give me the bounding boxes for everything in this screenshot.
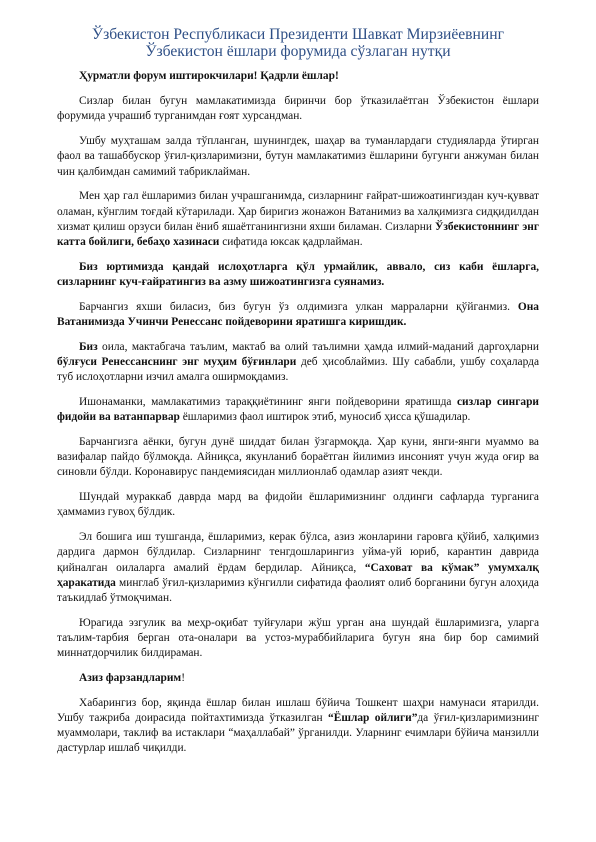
paragraph-8: Барчангизга аёнки, бугун дунё шиддат билан ўзгармоқда. Ҳар куни, янги-янги муаммо ва вазифалар пайдо бўлмоқда. Айниқса, якунланиб бораётган йилимиз инсоният учун жуда оғир ва синовли бўлди. Коронавирус пандемиясидан миллионлаб одамлар азият чекди. xyxy=(57,436,539,479)
paragraph-6-bold-a: Биз xyxy=(79,340,98,353)
paragraph-5-text-a: Барчангиз яхши биласиз, биз бугун ўз олдимизга улкан марраларни қўйганмиз. xyxy=(79,300,518,313)
paragraph-5 xyxy=(57,300,539,330)
paragraph-6-text-b: оила, мактабгача таълим, мактаб ва олий таълимни ҳамда илмий-маданий даргоҳларни xyxy=(97,340,539,353)
paragraph-11: Юрагида эзгулик ва меҳр-оқибат туйғулари жўш урган ана шундай ёшларимизга, уларга таълим-тарбия берган ота-оналари ва устоз-мураббийларига бугун яна бир бор самимий миннатдорчилик билдираман. xyxy=(57,616,539,660)
paragraph-6 xyxy=(57,340,539,386)
paragraph-10-text-a: Эл бошига иш тушганда, ёшларимиз, керак бўлса, азиз жонларини гаровга қўйиб, халқимиз дардига дармон бўлдилар. Сизларнинг тенгдошларингиз уйма-уй юриб, карантин даврида қийналган оилаларга амалий ёрдам бердилар. Айниқса, xyxy=(57,531,539,574)
paragraph-3-text-c: сифатида юксак қадрлайман. xyxy=(219,236,363,249)
paragraph-12-exclamation: ! xyxy=(181,672,185,685)
paragraph-9: Шундай мураккаб даврда мард ва фидойи ёшларимизнинг олдинги сафларда турганига ҳаммамиз гувоҳ бўлдик. xyxy=(57,491,539,519)
paragraph-12 xyxy=(57,671,539,686)
paragraph-7-text-a: Ишонаманки, мамлакатимиз тараққиётининг янги пойдеворини яратишда xyxy=(79,396,457,409)
paragraph-2: Ушбу муҳташам залда тўпланган, шунингдек, шаҳар ва туманлардаги студияларда ўтирган фаол ва ташаббускор ўғил-қизларимизни, бутун мамлакатимиз ёшларини бугунги анжуман билан чин қалбимдан самимий табриклайман. xyxy=(57,135,539,178)
paragraph-10 xyxy=(57,530,539,606)
paragraph-3-text-a: Мен ҳар гал ёшларимиз билан учрашганимда, сизларнинг ғайрат-шижоатингиздан куч-қувват оламан, кўнглим тоғдай кўтарилади. Ҳар биригиз жонажон Ватанимиз ва халқимизга сидқидилдан хизмат қилиш орзуси билан ёниб яшаётганингизни яхши биламан. Сизларни xyxy=(57,190,539,233)
paragraph-4-bold: Биз юртимизда қандай ислоҳотларга қўл урмайлик, аввало, сиз каби ёшларга, сизларнинг куч-ғайратингиз ва азму шижоатингизга суянамиз. xyxy=(57,260,539,289)
greeting-paragraph xyxy=(57,69,539,84)
paragraph-7-text-c: ёшларимиз фаол иштирок этиб, муносиб ҳисса қўшадилар. xyxy=(179,411,471,424)
paragraph-10-text-c: минглаб ўғил-қизларимиз кўнгилли сифатида фаолият олиб борганини бугун алоҳида таъкидлаб ўтмоқчиман. xyxy=(57,576,539,605)
paragraph-13-bold: “Ёшлар ойлиги” xyxy=(328,712,418,725)
paragraph-10-bold: “Саховат ва кўмак” умумхалқ ҳаракатида xyxy=(57,561,540,589)
paragraph-7 xyxy=(57,395,539,425)
title-line-2: Ўзбекистон ёшлари форумида сўзлаган нутқи xyxy=(145,43,451,60)
paragraph-13-text-c: да ўғил-қизларимизнинг муаммолари, таклиф ва истаклари “маҳаллабай” ўрганилди. Уларнинг ечимлари бўйича манзилли дастурлар ишлаб чиқилди. xyxy=(57,712,539,755)
paragraph-6-text-d: деб ҳисоблаймиз. Шу сабабли, ушбу соҳаларда туб ислоҳотларни изчил амалга оширмоқдамиз. xyxy=(57,356,539,384)
paragraph-13-text-a: Хабарингиз бор, яқинда ёшлар билан ишлаш бўйича Тошкент шаҳри намунаси ятарилди. Ушбу тажриба доирасида пойтахтимизда ўтказилган xyxy=(57,696,539,725)
greeting-text: Ҳурматли форум иштирокчилари! Қадрли ёшлар! xyxy=(79,70,339,82)
paragraph-3-bold: Ўзбекистоннинг энг катта бойлиги, бебаҳо хазинаси xyxy=(57,220,539,249)
paragraph-12-bold: Азиз фарзандларим xyxy=(79,672,182,685)
paragraph-13 xyxy=(57,696,539,757)
paragraph-1: Сизлар билан бугун мамлакатимизда биринчи бор ўтказилаётган Ўзбекистон ёшлари форумида учрашиб турганимдан ғоят хурсандман. xyxy=(57,95,539,123)
paragraph-3 xyxy=(57,189,539,250)
paragraph-5-bold: Она Ватанимизда Учинчи Ренессанс пойдеворини яратишга киришдик. xyxy=(57,300,539,329)
document-title xyxy=(57,26,539,60)
paragraph-7-bold: сизлар сингари фидойи ва ватанпарвар xyxy=(57,396,539,424)
paragraph-4 xyxy=(57,260,539,290)
paragraph-6-bold-c: бўлғуси Ренессанснинг энг муҳим бўғинлари xyxy=(57,356,297,369)
title-line-1: Ўзбекистон Республикаси Президенти Шавкат Мирзиёевнинг xyxy=(92,26,504,43)
